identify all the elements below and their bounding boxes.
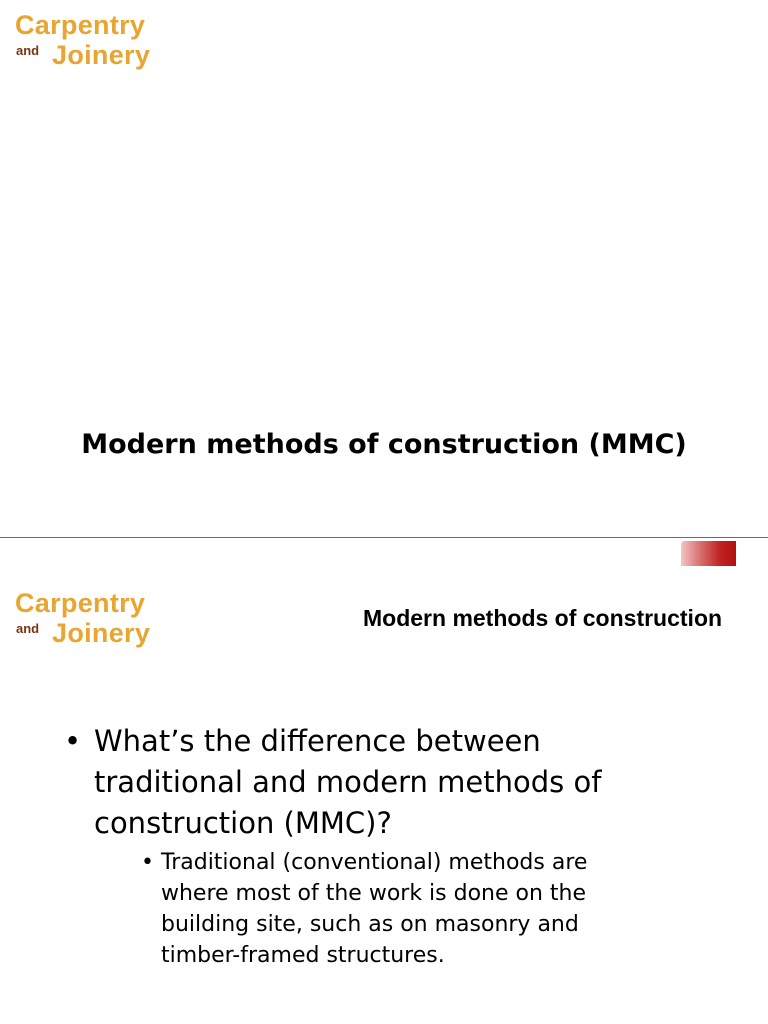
logo-word-and: and bbox=[16, 43, 40, 58]
sub-bullet-item bbox=[94, 847, 698, 971]
sub-bullet-text: Traditional (conventional) methods are where most of the work is done on the building site, such as on masonry and timber-framed structures. bbox=[161, 850, 588, 968]
logo-word-joinery: Joinery bbox=[52, 40, 151, 70]
content-slide bbox=[0, 538, 768, 1024]
bullet-item bbox=[0, 721, 768, 971]
carpentry-joinery-logo bbox=[15, 10, 185, 70]
sub-bullet-list bbox=[94, 847, 698, 971]
slide-header-title: Modern methods of construction bbox=[363, 605, 723, 631]
sub-bullet-icon: • bbox=[141, 850, 154, 875]
slide-title: Modern methods of construction (MMC) bbox=[81, 429, 687, 460]
bullet-list bbox=[0, 721, 768, 971]
corner-tab-decoration bbox=[681, 541, 736, 566]
logo-word-carpentry: Carpentry bbox=[15, 10, 146, 40]
logo-word-joinery: Joinery bbox=[52, 618, 151, 648]
bullet-icon: • bbox=[64, 724, 82, 758]
carpentry-joinery-logo bbox=[15, 588, 185, 648]
logo-word-carpentry: Carpentry bbox=[15, 588, 146, 618]
bullet-text: What’s the difference between traditional and modern methods of construction (MMC)? bbox=[94, 724, 602, 840]
logo-word-and: and bbox=[16, 621, 40, 636]
